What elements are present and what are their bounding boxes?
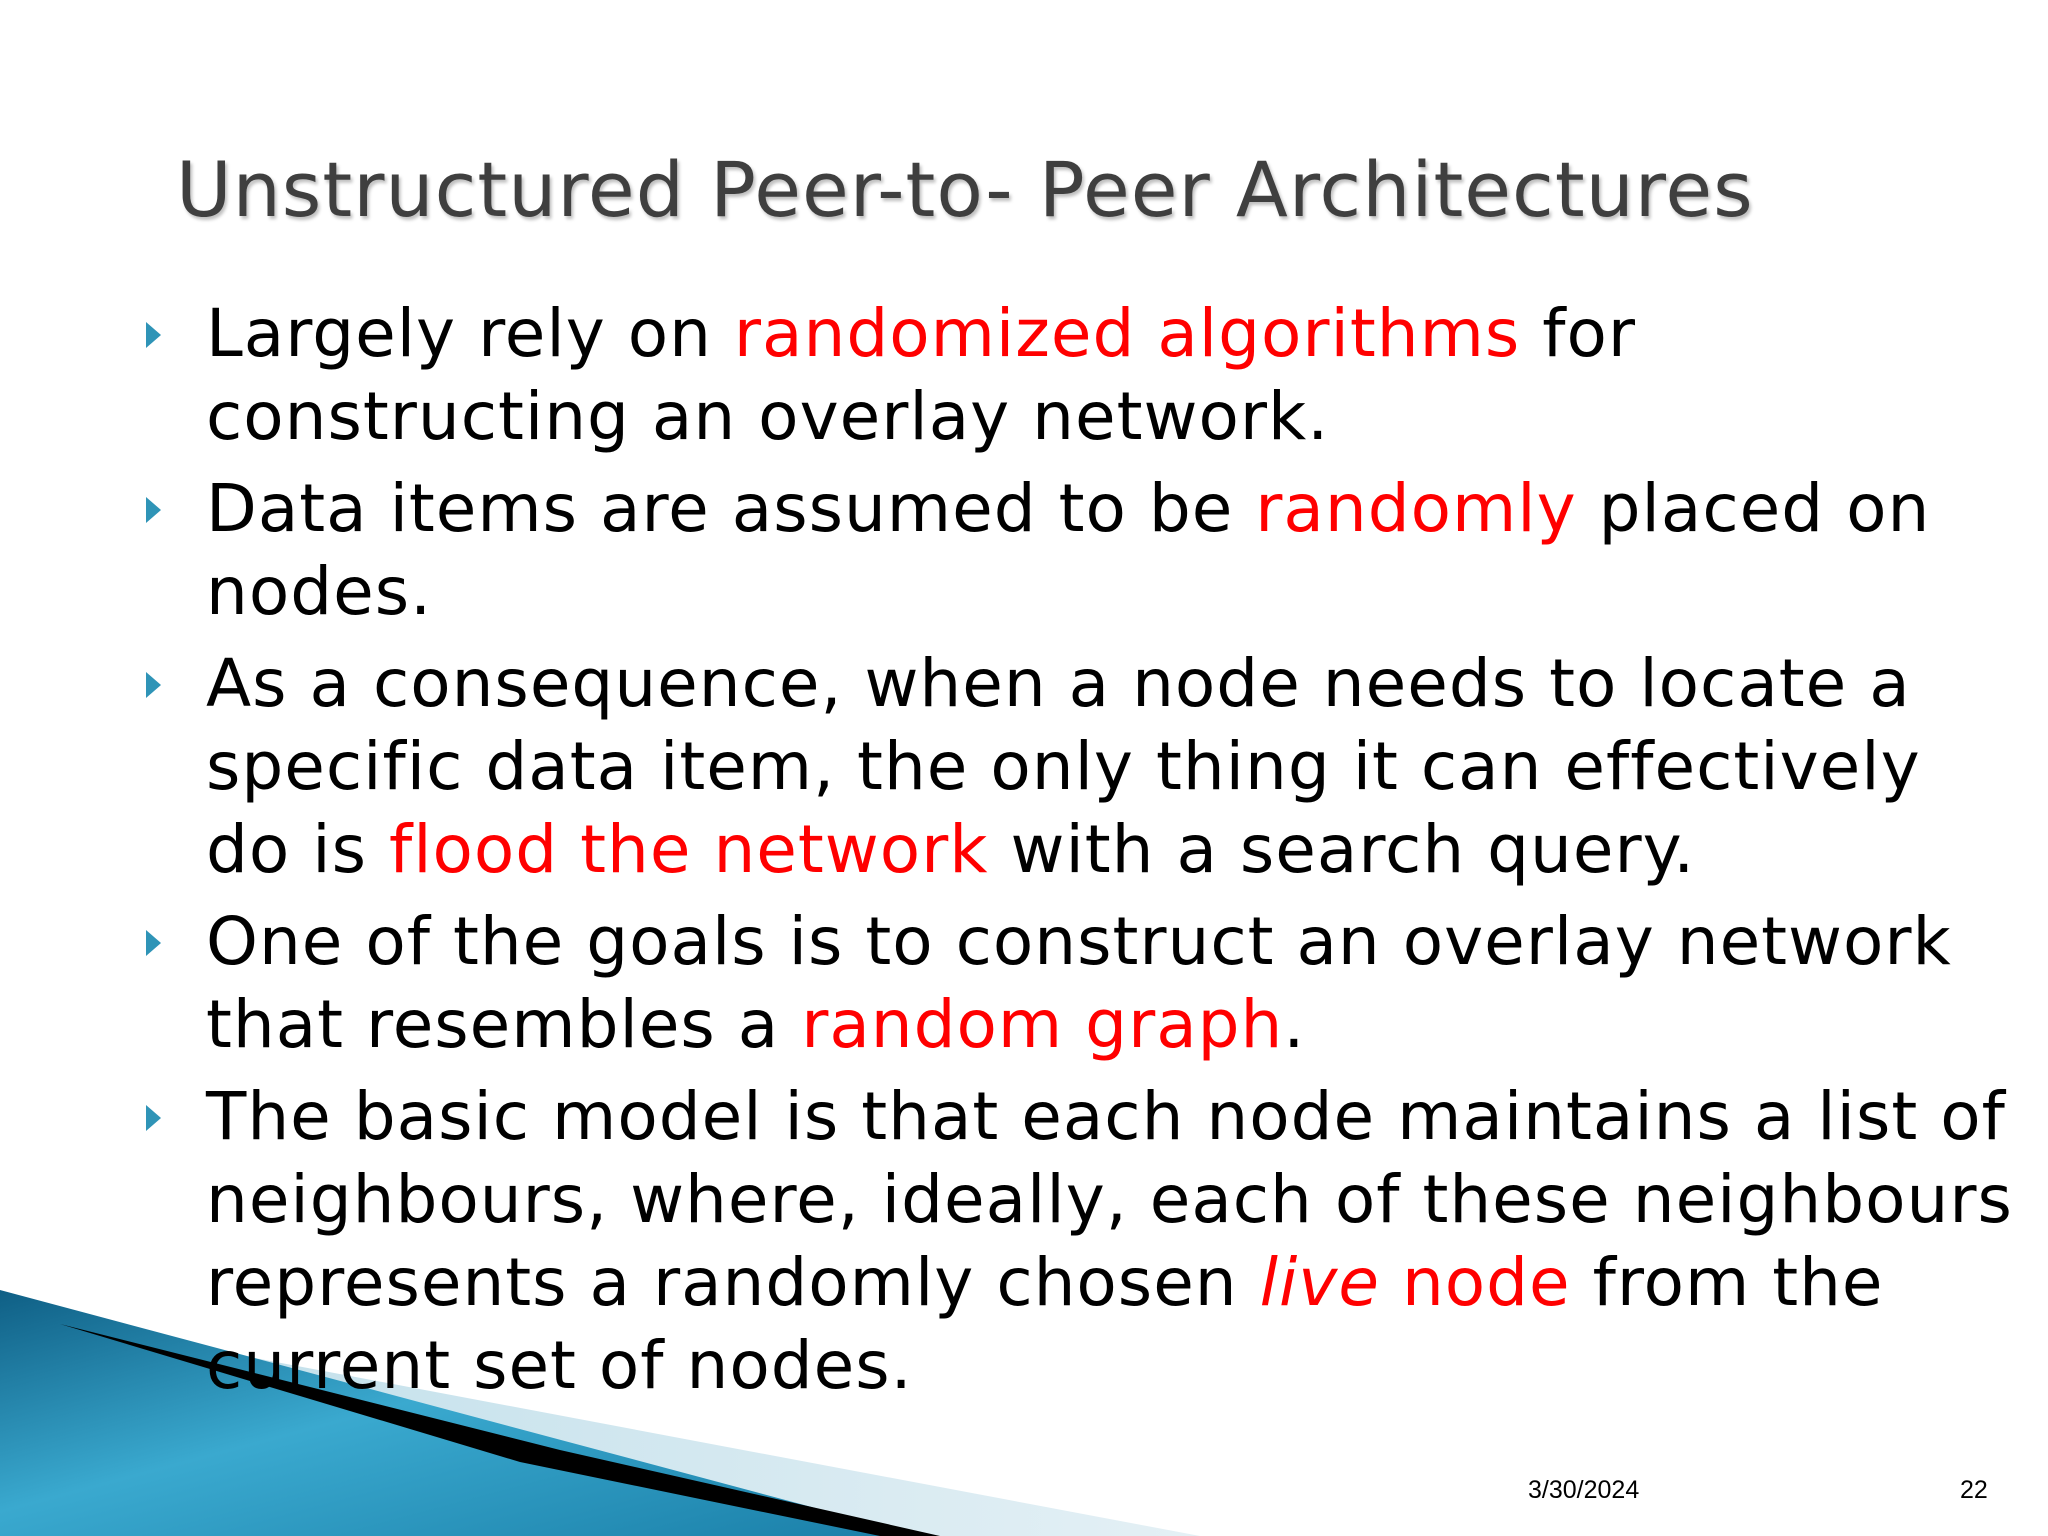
bullet-text-part: One of the goals is to construct an overlay network that resembles a [206,903,1952,1063]
bullet-arrow-icon [146,1105,161,1131]
bullet-item [140,292,2020,458]
bullet-arrow-icon [146,497,161,523]
bullet-highlight-text: node [1379,1244,1571,1321]
bullet-item [140,1075,2020,1407]
slide-title: Unstructured Peer-to- Peer Architectures [176,145,1754,234]
bullet-highlight-text: random graph [801,986,1284,1063]
bullet-arrow-icon [146,322,161,348]
bullet-item [140,642,2020,891]
bullet-list [140,292,2020,1416]
bullet-text-part: The basic model is that each node maintains a list of neighbours, where, ideally, each of these neighbours represents a randomly chosen [206,1078,2013,1321]
footer-date: 3/30/2024 [1528,1476,1640,1504]
bullet-highlight-italic-text: live [1259,1244,1380,1321]
bullet-text-part: Data items are assumed to be [206,470,1256,547]
bullet-text-part: . [1283,986,1306,1063]
bullet-arrow-icon [146,930,161,956]
bullet-item [140,467,2020,633]
bullet-arrow-icon [146,672,161,698]
bullet-text-part: placed on nodes. [206,470,1931,630]
bullet-text-part: from the current set of nodes. [206,1244,1884,1404]
bullet-text-part: As a consequence, when a node needs to locate a specific data item, the only thing it can effectively do is [206,645,1921,888]
footer-page-number: 22 [1960,1476,1988,1504]
bullet-highlight-text: randomly [1255,470,1577,547]
bullet-text-part: Largely rely on [206,295,734,372]
bullet-highlight-text: flood the network [388,811,989,888]
bullet-text-part: with a search query. [988,811,1696,888]
bullet-text-part: for constructing an overlay network. [206,295,1637,455]
bullet-highlight-text: randomized algorithms [733,295,1521,372]
bullet-item [140,900,2020,1066]
